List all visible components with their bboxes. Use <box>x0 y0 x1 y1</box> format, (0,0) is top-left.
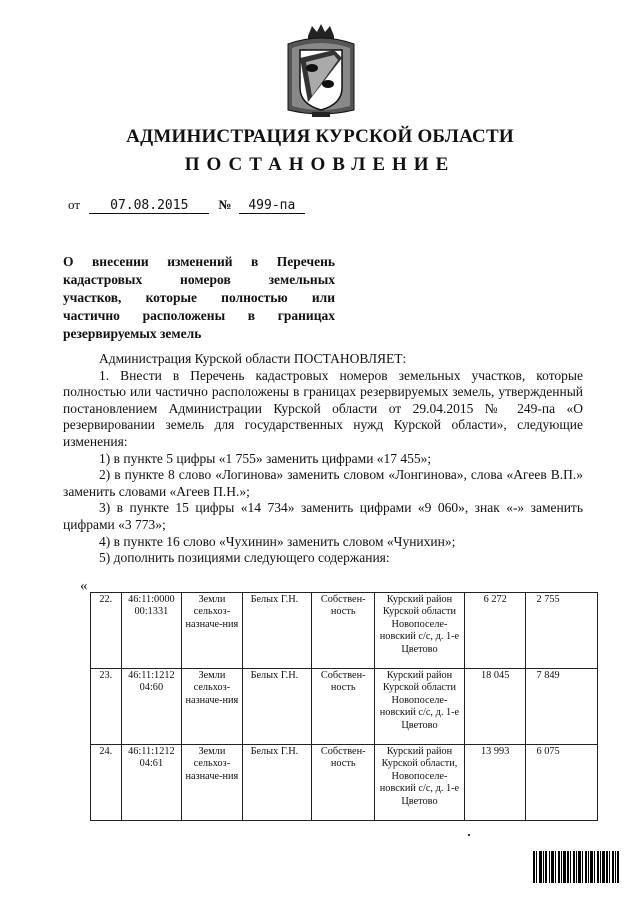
body-paragraph: 3) в пункте 15 цифры «14 734» заменить цифрами «9 060», знак «-» заменить цифрами «3 773»; <box>63 500 583 532</box>
table-cell-owner: Белых Г.Н. <box>242 745 312 821</box>
land-plots-table <box>90 592 598 821</box>
table-cell-number: 22. <box>91 593 122 669</box>
table-cell-right: Собствен-ность <box>312 745 375 821</box>
table-row <box>91 745 598 821</box>
table-cell-area: 6 272 <box>464 593 526 669</box>
coat-of-arms-icon <box>284 22 358 120</box>
table-cell-location: Курский район Курской области Новопоселе-новский с/с, д. 1-е Цветово <box>374 669 464 745</box>
table-cell-category: Земли сельхоз-назначе-ния <box>182 593 242 669</box>
body-paragraph: 1. Внести в Перечень кадастровых номеров земельных участков, которые полностью или частично расположены в границах резервируемых земель, утвержденный постановлением Администрации Курской области от 29.04.2015 № 249-па «О резервировании земель для государственных нужд Курской области», следующие изменения: <box>63 367 583 449</box>
table-cell-location: Курский район Курской области, Новопоселе-новский с/с, д. 1-е Цветово <box>374 745 464 821</box>
document-body <box>63 351 583 567</box>
body-paragraph: 2) в пункте 8 слово «Логинова» заменить словом «Лонгинова», слова «Агеев В.П.» заменить словами «Агеев П.Н.»; <box>63 467 583 499</box>
body-paragraph: Администрация Курской области ПОСТАНОВЛЯЕТ: <box>99 351 407 366</box>
table-cell-value: 2 755 <box>526 593 598 669</box>
body-paragraph: 1) в пункте 5 цифры «1 755» заменить цифрами «17 455»; <box>99 450 432 466</box>
table-cell-cadastral: 46:11:0000 00:1331 <box>121 593 182 669</box>
document-title <box>63 253 335 343</box>
document-type: ПОСТАНОВЛЕНИЕ <box>184 154 456 175</box>
number-label: № <box>218 197 232 212</box>
table-cell-value: 7 849 <box>526 669 598 745</box>
document-date: 07.08.2015 <box>89 198 209 214</box>
title-line: кадастровых номеров земельных <box>63 272 335 287</box>
table-cell-owner: Белых Г.Н. <box>242 669 312 745</box>
organization-name: АДМИНИСТРАЦИЯ КУРСКОЙ ОБЛАСТИ <box>126 126 514 147</box>
table-cell-owner: Белых Г.Н. <box>242 593 312 669</box>
table-cell-cadastral: 46:11:1212 04:61 <box>121 745 182 821</box>
title-line: резервируемых земель <box>63 326 202 341</box>
table-cell-area: 13 993 <box>464 745 526 821</box>
barcode-icon <box>532 850 620 884</box>
table-cell-right: Собствен-ность <box>312 669 375 745</box>
table-cell-number: 24. <box>91 745 122 821</box>
table-cell-area: 18 045 <box>464 669 526 745</box>
table-cell-number: 23. <box>91 669 122 745</box>
body-paragraph: 5) дополнить позициями следующего содержания: <box>99 550 390 566</box>
scan-speck <box>468 834 470 836</box>
opening-quote: « <box>80 578 88 594</box>
table-cell-location: Курский район Курской области Новопоселе-новский с/с, д. 1-е Цветово <box>374 593 464 669</box>
title-line: частично расположены в границах <box>63 308 335 323</box>
document-number: 499-па <box>239 198 305 214</box>
date-label: от <box>68 197 81 212</box>
table-cell-cadastral: 46:11:1212 04:60 <box>121 669 182 745</box>
date-number-line <box>68 197 305 214</box>
table-cell-value: 6 075 <box>526 745 598 821</box>
table-row <box>91 593 598 669</box>
table-row <box>91 669 598 745</box>
table-cell-category: Земли сельхоз-назначе-ния <box>182 745 242 821</box>
table-cell-category: Земли сельхоз-назначе-ния <box>182 669 242 745</box>
table-cell-right: Собствен-ность <box>312 593 375 669</box>
body-paragraph: 4) в пункте 16 слово «Чухинин» заменить словом «Чунихин»; <box>99 533 456 549</box>
title-line: О внесении изменений в Перечень <box>63 254 335 269</box>
title-line: участков, которые полностью или <box>63 290 335 305</box>
